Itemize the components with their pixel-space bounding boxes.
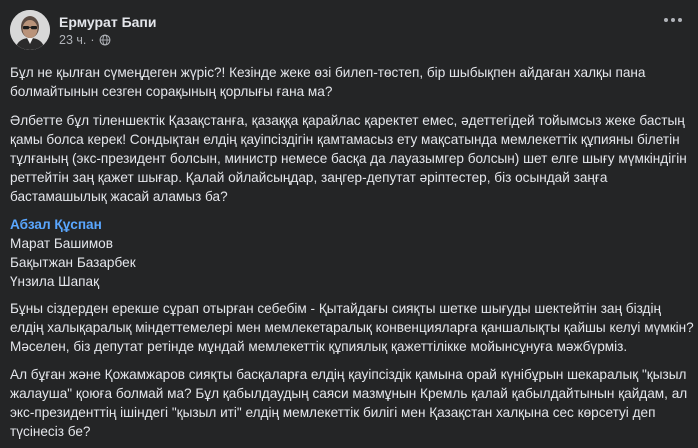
author-name[interactable]: Ермурат Бапи: [59, 13, 157, 30]
post-meta: [59, 13, 156, 48]
post-paragraph-1: Бұл не қылған сүмеңдеген жүріс?! Кезінде жеке өзі билеп-төстеп, бір шыбықпен айдаған халқы пана болмайтынын сезген сорақының қорлығы ғана ма?: [10, 65, 646, 99]
mention-list: [10, 215, 695, 291]
mention-text: Үнзила Шапақ: [10, 274, 100, 289]
post-content: [10, 63, 695, 441]
avatar[interactable]: [10, 10, 50, 50]
separator-dot: ·: [90, 32, 95, 47]
post-time-row: [59, 32, 156, 48]
mention-link[interactable]: Абзал Құспан: [10, 217, 102, 232]
mention-text: Бақытжан Базарбек: [10, 255, 136, 270]
post-paragraph-4: Ал бұған және Қожамжаров сияқты басқаларға елдің қауіпсіздік қамына орай күнібұрын шекаралық "қызыл жалауша" қоюға болмай ма? Бұл қабылдаудың саяси мазмұнын Кремль қалай қабылдайтынын қайдам, ал экс-президенттің ішіндегі "қызыл иті" елдің мемлекеттік билігі мен Қазақстан халқына сес көрсетуі деп түсінесіз бе?: [10, 367, 688, 439]
post-paragraph-3: Бұны сіздерден ерекше сұрап отырған себебім - Қытайдағы сияқты шетке шығуды шектейтін заң біздің елдің халықаралық міндеттемелері мен мемлекетаралық конвенцияларға қаншалықты қайшы келуі мүмкін? Мәселен, біз депутат ретінде мұндай мемлекеттік құпиялық қажеттілікке мойынсұнуға мәжбүрміз.: [10, 301, 694, 354]
post-paragraph-2: Әлбетте бұл тіленшектік Қазақстанға, қазаққа қарайлас қаректет емес, әдеттегідей тойымсыз жеке бастың қамы болса керек! Сондықтан елдің қауіпсіздігін қамтамасыз ету мақсатында мемлекеттік құпияны білетін тұлғаның (экс-президент болсын, министр немесе басқа да лауазымгер болсын) шет елге шығу мүмкіндігін реттейтін заң қажет шығар. Қалай ойлайсыңдар, заңгер-депутат әріптестер, біз осындай заңға бастамашылық жасай аламыз ба?: [10, 113, 687, 204]
mention-text: Марат Башимов: [10, 236, 113, 251]
post-time[interactable]: 23 ч.: [59, 32, 87, 47]
post-header: [10, 10, 688, 50]
avatar-photo: [10, 10, 50, 50]
globe-icon[interactable]: [99, 34, 111, 46]
more-horizontal-icon[interactable]: [664, 18, 682, 22]
